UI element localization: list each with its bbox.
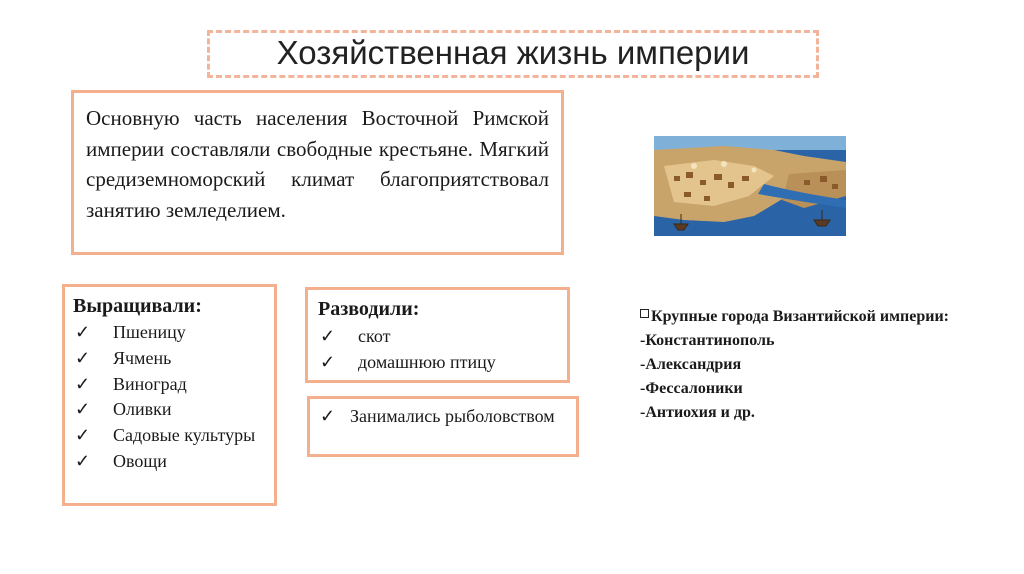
bred-item-label: домашнюю птицу <box>358 352 496 372</box>
check-icon: ✓ <box>75 450 91 471</box>
grown-heading: Выращивали: <box>73 295 202 317</box>
city-item: -Фессалоники <box>640 380 743 397</box>
grown-item-label: Виноград <box>113 373 187 394</box>
bullet-square-icon <box>640 309 649 318</box>
city-item: -Александрия <box>640 356 742 373</box>
grown-item-label: Оливки <box>113 399 172 420</box>
bred-item <box>318 349 559 375</box>
bred-list <box>318 323 559 375</box>
fishing-item <box>320 404 568 428</box>
grown-item <box>73 320 266 346</box>
grown-item <box>73 449 266 475</box>
intro-text: Основную часть населения Восточной Римской империи составляли свободные крестьяне. Мягкий средиземноморский климат благоприятствовал занятию земледелием. <box>86 106 549 222</box>
grown-item-label: Овощи <box>113 450 167 471</box>
livestock-box <box>305 287 570 383</box>
check-icon: ✓ <box>75 322 91 342</box>
city-item: -Константинополь <box>640 332 775 349</box>
major-cities-block <box>640 305 960 425</box>
grown-item-label: Пшеницу <box>113 322 186 342</box>
grown-item-label: Садовые культуры <box>113 425 256 446</box>
cities-intro-text: Крупные города Византийской империи: <box>651 308 949 325</box>
intro-text-box <box>71 90 564 255</box>
slide-title: Хозяйственная жизнь империи <box>276 34 750 71</box>
grown-item-label: Ячмень <box>113 347 172 368</box>
check-icon: ✓ <box>320 406 336 426</box>
grown-item <box>73 372 266 398</box>
check-icon: ✓ <box>320 326 336 346</box>
check-icon: ✓ <box>75 347 91 368</box>
check-icon: ✓ <box>320 352 336 372</box>
grown-item <box>73 397 266 423</box>
check-icon: ✓ <box>75 425 91 446</box>
grown-item <box>73 423 266 449</box>
constantinople-illustration <box>654 136 846 236</box>
check-icon: ✓ <box>75 399 91 420</box>
city-item: -Антиохия и др. <box>640 404 755 421</box>
bred-heading: Разводили: <box>318 298 420 320</box>
grown-list <box>73 320 266 475</box>
cities-list <box>640 329 960 425</box>
cities-intro <box>640 305 960 329</box>
fishing-text: Занимались рыболовством <box>350 406 555 426</box>
check-icon: ✓ <box>75 373 91 394</box>
grown-item <box>73 346 266 372</box>
city-map-illustration <box>654 136 846 236</box>
bred-item-label: скот <box>358 326 391 346</box>
bred-item <box>318 323 559 349</box>
grown-crops-box <box>62 284 277 506</box>
fishing-box <box>307 396 579 457</box>
